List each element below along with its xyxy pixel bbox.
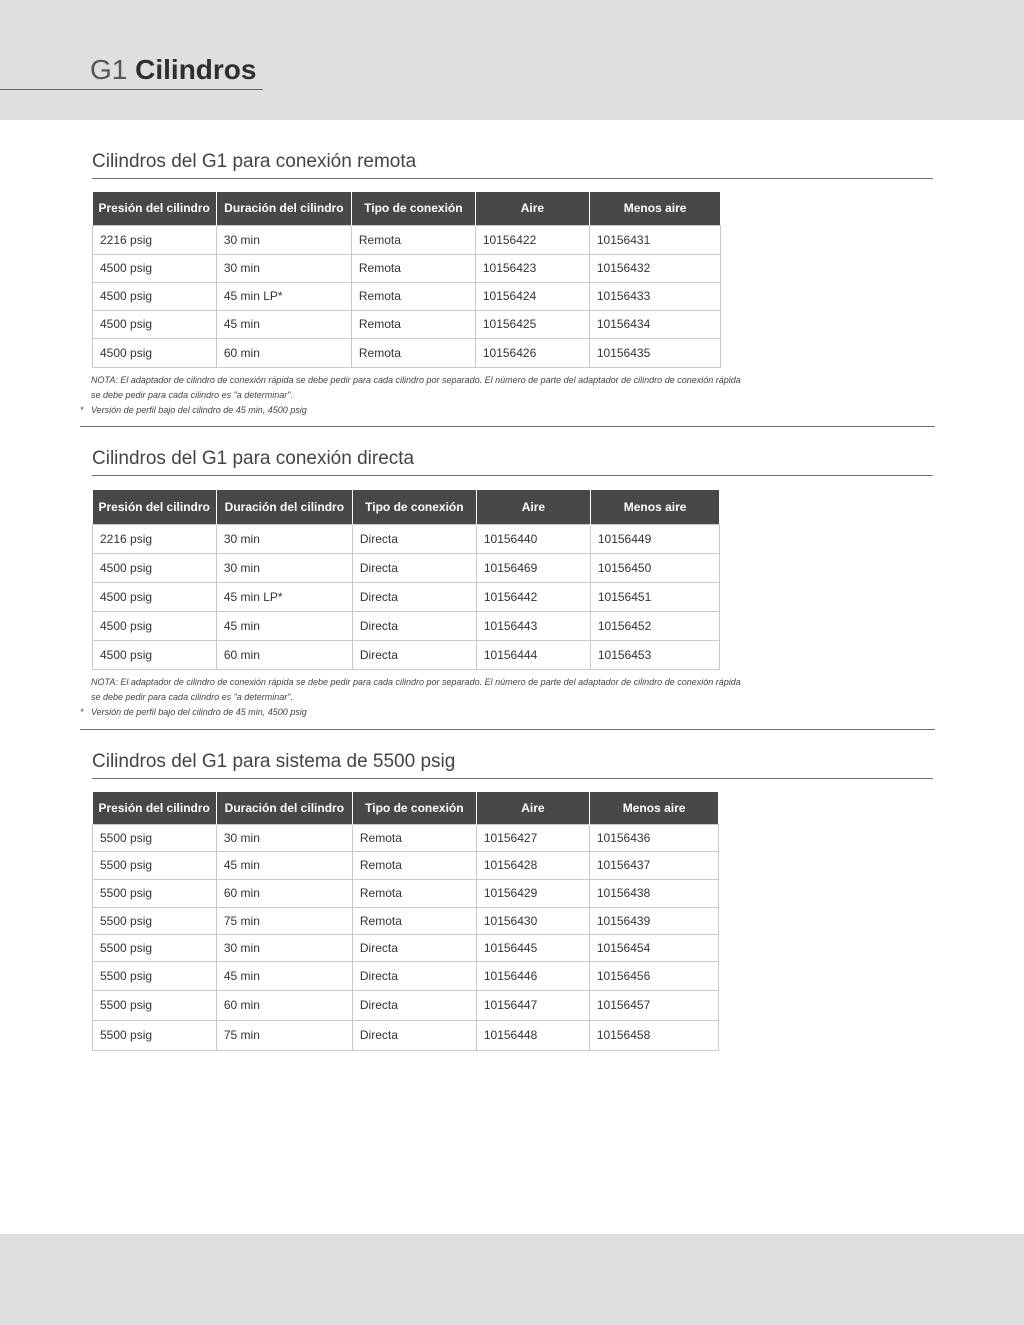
cell-duration: 45 min LP*: [216, 582, 352, 611]
footnote: [80, 705, 800, 720]
note-text-line-2: se debe pedir para cada cilindro es "a determinar".: [91, 692, 294, 702]
cell-less-air: 10156451: [590, 582, 719, 611]
cell-less-air: 10156450: [590, 553, 719, 582]
cell-pressure: 4500 psig: [93, 338, 217, 367]
cell-air: 10156427: [476, 824, 589, 851]
cell-duration: 30 min: [216, 254, 351, 282]
cell-less-air: 10156439: [589, 907, 718, 934]
header-duration: Duración del cilindro: [216, 490, 352, 524]
cell-air: 10156442: [476, 582, 590, 611]
footnote: [80, 403, 800, 418]
cell-pressure: 5500 psig: [93, 961, 217, 990]
table-row: [93, 524, 720, 553]
table-row: [93, 851, 719, 879]
section-divider: [80, 426, 935, 427]
header-pressure: Presión del cilindro: [93, 792, 217, 824]
cell-air: 10156448: [476, 1020, 589, 1050]
cell-connection: Directa: [352, 990, 476, 1020]
footer-band: [0, 1234, 1024, 1325]
cell-pressure: 5500 psig: [93, 824, 217, 851]
cell-connection: Remota: [352, 879, 476, 907]
table-row: [93, 907, 719, 934]
table-header-row: [93, 792, 719, 824]
header-connection: Tipo de conexión: [351, 192, 475, 225]
page-title: [90, 52, 256, 88]
cell-connection: Directa: [352, 1020, 476, 1050]
cell-connection: Directa: [352, 582, 476, 611]
note-text-line-1: NOTA: El adaptador de cilindro de conexión rápida se debe pedir para cada cilindro por separado. El número de parte del adaptador de cilindro de conexión rápida: [91, 375, 741, 385]
cell-less-air: 10156458: [589, 1020, 718, 1050]
header-air: Aire: [476, 490, 590, 524]
cell-pressure: 4500 psig: [93, 582, 217, 611]
cell-duration: 30 min: [216, 824, 352, 851]
cell-connection: Directa: [352, 934, 476, 961]
cell-air: 10156447: [476, 990, 589, 1020]
cell-less-air: 10156432: [589, 254, 720, 282]
cell-duration: 60 min: [216, 879, 352, 907]
cell-connection: Remota: [351, 338, 475, 367]
cell-pressure: 4500 psig: [93, 310, 217, 338]
cell-less-air: 10156452: [590, 611, 719, 640]
table-row: [93, 934, 719, 961]
footnote-text: Versión de perfil bajo del cilindro de 45 min, 4500 psig: [91, 405, 307, 415]
section-title-direct: Cilindros del G1 para conexión directa: [92, 447, 933, 476]
cell-pressure: 5500 psig: [93, 907, 217, 934]
page-title-prefix: G1: [90, 54, 128, 85]
footnote-asterisk: *: [80, 707, 84, 717]
table-row: [93, 310, 721, 338]
table-row: [93, 879, 719, 907]
cell-connection: Directa: [352, 961, 476, 990]
cell-air: 10156430: [476, 907, 589, 934]
cell-duration: 75 min: [216, 1020, 352, 1050]
cell-duration: 75 min: [216, 907, 352, 934]
cell-air: 10156440: [476, 524, 590, 553]
cell-connection: Directa: [352, 524, 476, 553]
cell-connection: Directa: [352, 611, 476, 640]
cell-duration: 30 min: [216, 225, 351, 254]
cell-air: 10156424: [475, 282, 589, 310]
cell-pressure: 5500 psig: [93, 851, 217, 879]
cell-connection: Remota: [351, 254, 475, 282]
table-5500: [92, 792, 719, 1051]
cell-duration: 60 min: [216, 338, 351, 367]
footnote-text: Versión de perfil bajo del cilindro de 45 min, 4500 psig: [91, 707, 307, 717]
table-row: [93, 611, 720, 640]
table-row: [93, 961, 719, 990]
cell-connection: Directa: [352, 553, 476, 582]
cell-duration: 45 min: [216, 961, 352, 990]
table-header-row: [93, 490, 720, 524]
cell-duration: 60 min: [216, 640, 352, 669]
footnote-asterisk: *: [80, 405, 84, 415]
cell-duration: 45 min LP*: [216, 282, 351, 310]
cell-pressure: 4500 psig: [93, 282, 217, 310]
table-row: [93, 1020, 719, 1050]
header-duration: Duración del cilindro: [216, 792, 352, 824]
cell-pressure: 5500 psig: [93, 879, 217, 907]
header-connection: Tipo de conexión: [352, 490, 476, 524]
cell-less-air: 10156433: [589, 282, 720, 310]
table-notes: [80, 675, 800, 720]
cell-pressure: 5500 psig: [93, 990, 217, 1020]
cell-pressure: 2216 psig: [93, 524, 217, 553]
cell-less-air: 10156438: [589, 879, 718, 907]
table-row: [93, 582, 720, 611]
header-less-air: Menos aire: [589, 792, 718, 824]
cell-duration: 45 min: [216, 611, 352, 640]
cell-connection: Directa: [352, 640, 476, 669]
cell-air: 10156423: [475, 254, 589, 282]
header-duration: Duración del cilindro: [216, 192, 351, 225]
header-air: Aire: [476, 792, 589, 824]
cell-less-air: 10156431: [589, 225, 720, 254]
cell-pressure: 4500 psig: [93, 611, 217, 640]
cell-air: 10156425: [475, 310, 589, 338]
cell-duration: 30 min: [216, 553, 352, 582]
table-row: [93, 338, 721, 367]
cell-air: 10156445: [476, 934, 589, 961]
cell-duration: 45 min: [216, 310, 351, 338]
section-title-5500: Cilindros del G1 para sistema de 5500 psig: [92, 750, 933, 779]
cell-duration: 60 min: [216, 990, 352, 1020]
table-row: [93, 990, 719, 1020]
cell-less-air: 10156437: [589, 851, 718, 879]
header-pressure: Presión del cilindro: [93, 490, 217, 524]
cell-air: 10156446: [476, 961, 589, 990]
cell-air: 10156443: [476, 611, 590, 640]
table-notes: [80, 373, 800, 418]
cell-air: 10156426: [475, 338, 589, 367]
table-remote: [92, 192, 721, 368]
cell-air: 10156444: [476, 640, 590, 669]
header-less-air: Menos aire: [590, 490, 719, 524]
cell-less-air: 10156457: [589, 990, 718, 1020]
section-divider: [80, 729, 935, 730]
note-text-line-1: NOTA: El adaptador de cilindro de conexión rápida se debe pedir para cada cilindro por separado. El número de parte del adaptador de cilindro de conexión rápida: [91, 677, 741, 687]
table-row: [93, 553, 720, 582]
cell-pressure: 4500 psig: [93, 553, 217, 582]
cell-air: 10156422: [475, 225, 589, 254]
cell-pressure: 4500 psig: [93, 254, 217, 282]
cell-pressure: 4500 psig: [93, 640, 217, 669]
cell-less-air: 10156449: [590, 524, 719, 553]
cell-air: 10156469: [476, 553, 590, 582]
cell-less-air: 10156453: [590, 640, 719, 669]
cell-less-air: 10156434: [589, 310, 720, 338]
table-row: [93, 640, 720, 669]
cell-connection: Remota: [351, 225, 475, 254]
table-row: [93, 824, 719, 851]
cell-pressure: 5500 psig: [93, 934, 217, 961]
cell-connection: Remota: [351, 282, 475, 310]
cell-pressure: 2216 psig: [93, 225, 217, 254]
header-air: Aire: [475, 192, 589, 225]
section-title-remote: Cilindros del G1 para conexión remota: [92, 150, 933, 179]
cell-pressure: 5500 psig: [93, 1020, 217, 1050]
cell-less-air: 10156454: [589, 934, 718, 961]
cell-less-air: 10156435: [589, 338, 720, 367]
header-less-air: Menos aire: [589, 192, 720, 225]
cell-air: 10156428: [476, 851, 589, 879]
header-pressure: Presión del cilindro: [93, 192, 217, 225]
table-row: [93, 254, 721, 282]
cell-duration: 30 min: [216, 524, 352, 553]
page-title-main: Cilindros: [135, 54, 257, 85]
cell-less-air: 10156436: [589, 824, 718, 851]
cell-less-air: 10156456: [589, 961, 718, 990]
table-direct: [92, 490, 720, 670]
table-row: [93, 282, 721, 310]
cell-connection: Remota: [351, 310, 475, 338]
table-header-row: [93, 192, 721, 225]
cell-duration: 45 min: [216, 851, 352, 879]
cell-duration: 30 min: [216, 934, 352, 961]
note-text-line-2: se debe pedir para cada cilindro es "a determinar".: [91, 390, 294, 400]
cell-connection: Remota: [352, 907, 476, 934]
cell-connection: Remota: [352, 824, 476, 851]
table-row: [93, 225, 721, 254]
cell-connection: Remota: [352, 851, 476, 879]
cell-air: 10156429: [476, 879, 589, 907]
header-connection: Tipo de conexión: [352, 792, 476, 824]
title-underline: [0, 89, 263, 90]
